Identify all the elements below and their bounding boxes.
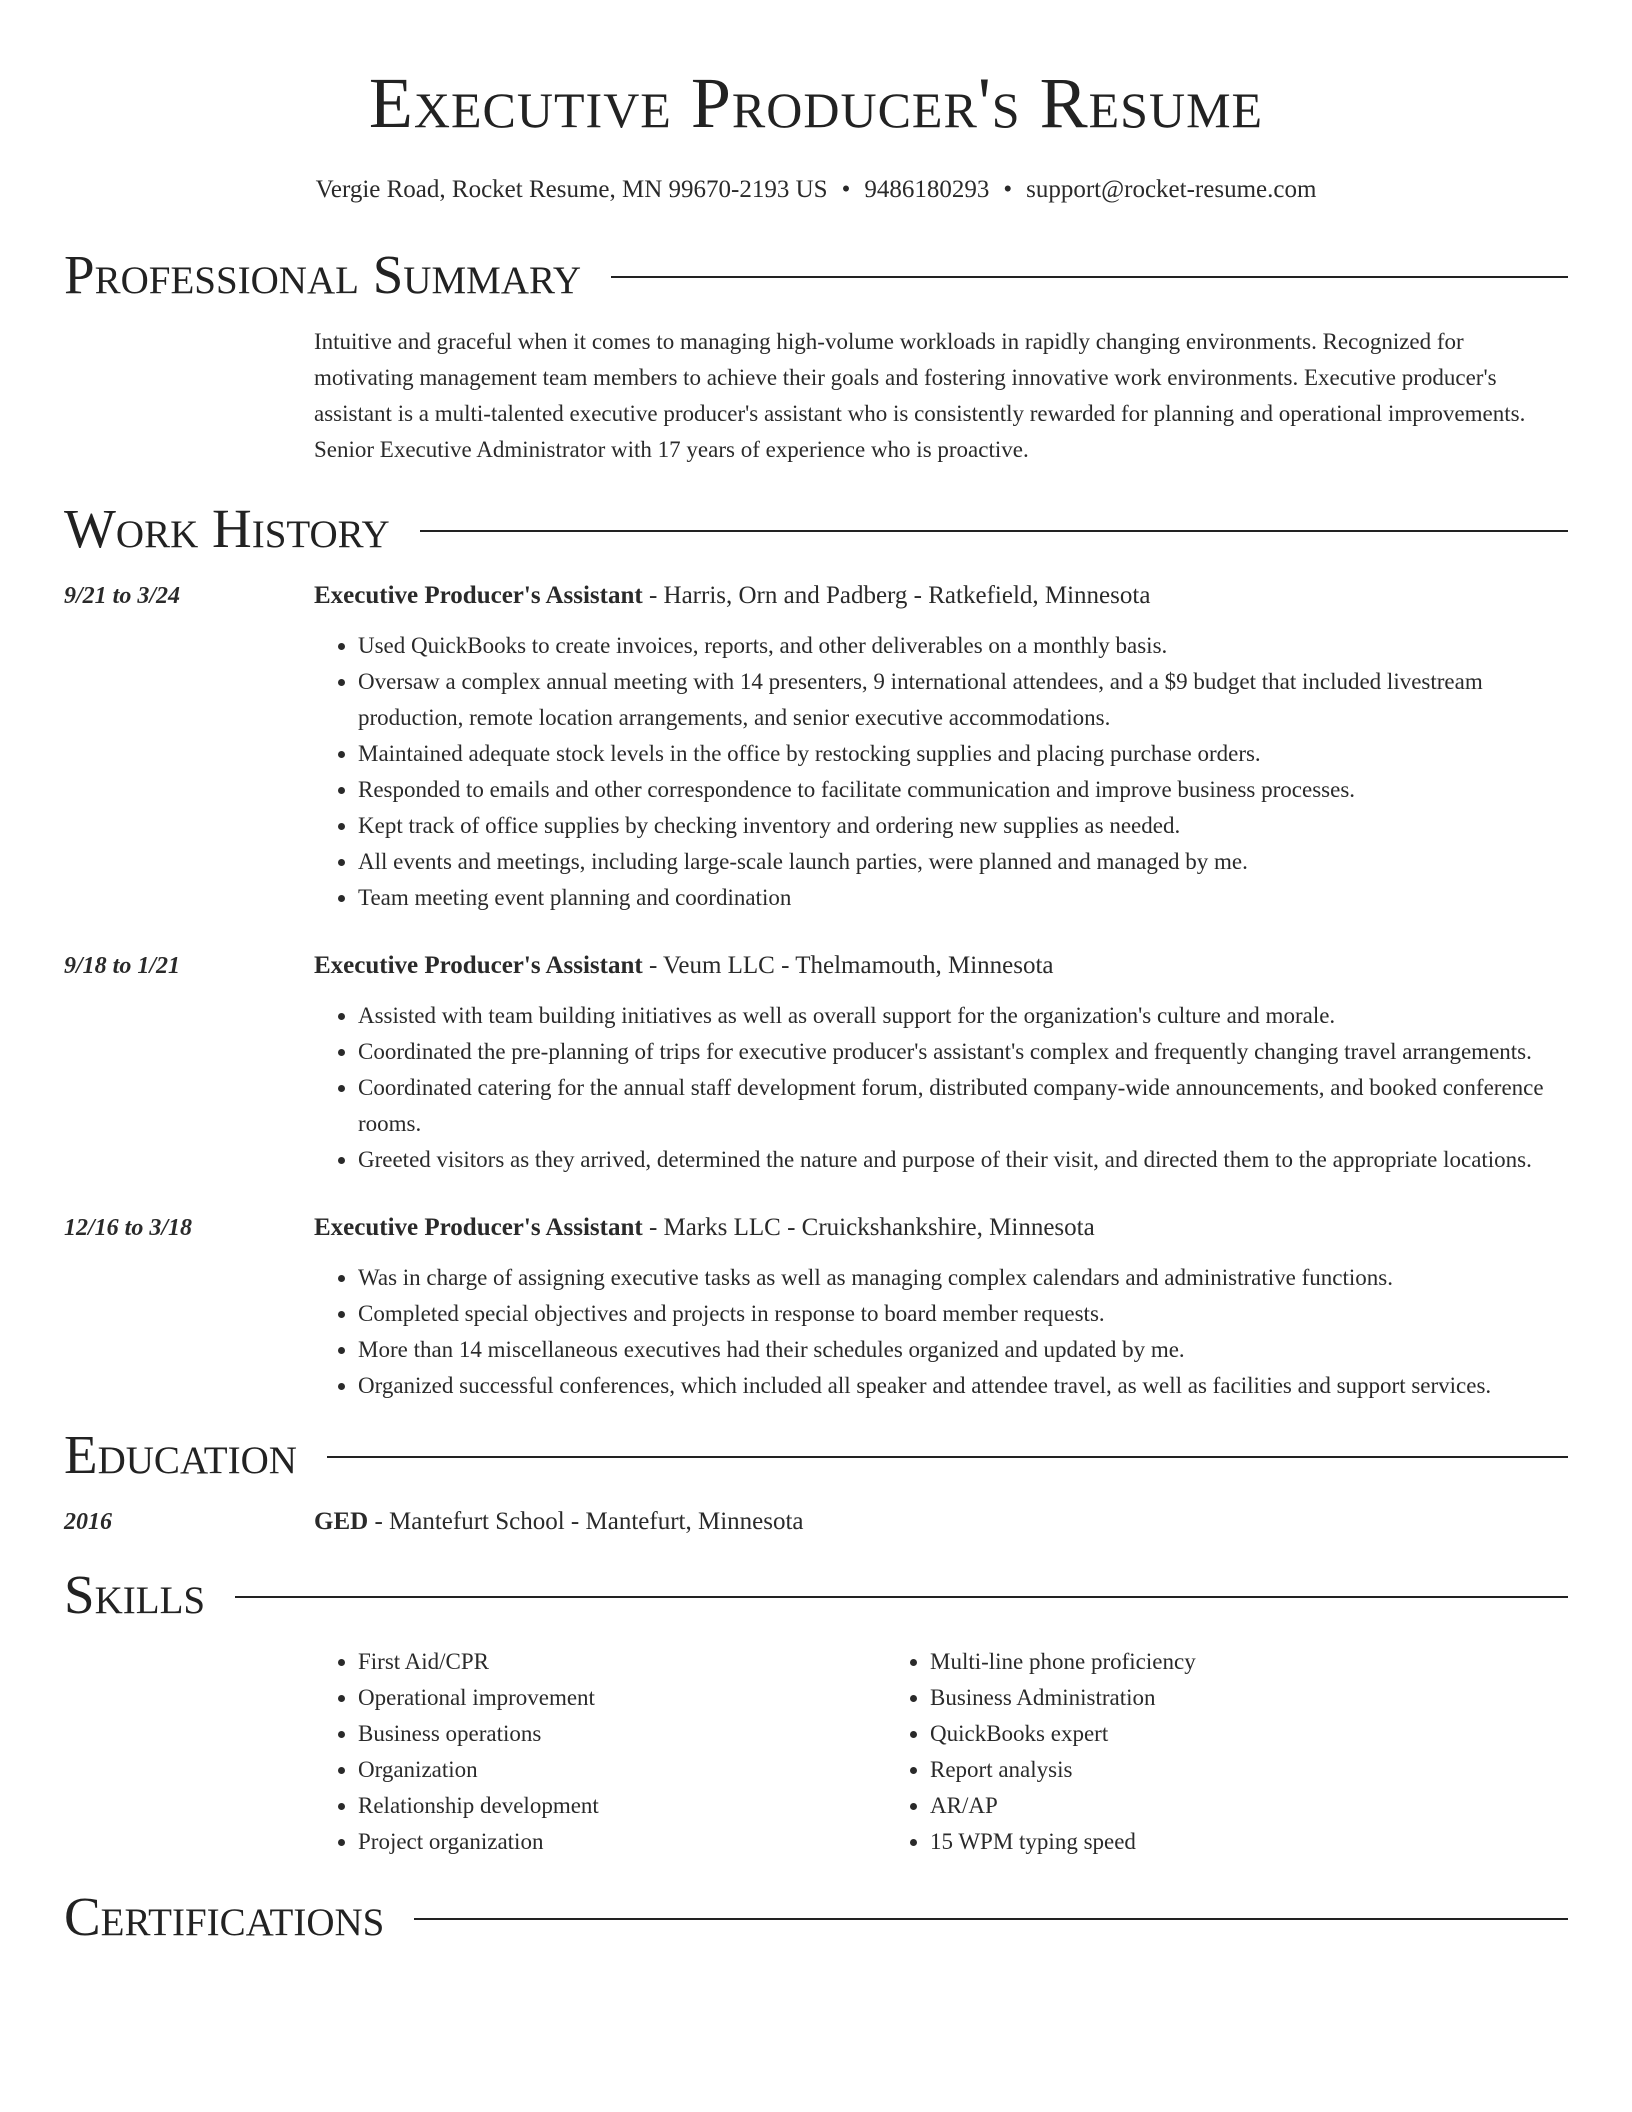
- summary-text: Intuitive and graceful when it comes to managing high-volume workloads in rapidly changing environments. Recognized for motivating management team members to achieve their goals and fostering innovative work environments. Executive producer's assistant is a multi-talented executive producer's assistant who is consistently rewarded for planning and operational improvements. Senior Executive Administrator with 17 years of experience who is proactive.: [314, 329, 1526, 462]
- section-header-certifications: [64, 1886, 1568, 1948]
- skills-list: [314, 1644, 1568, 1860]
- job-heading: [314, 578, 1568, 614]
- skill-item: • Report analysis: [930, 1752, 1458, 1788]
- section-title: Education: [64, 1424, 297, 1485]
- section-title: Skills: [64, 1564, 206, 1625]
- job-heading: [314, 948, 1568, 984]
- job-entry: [64, 578, 1568, 916]
- contact-address: Vergie Road, Rocket Resume, MN 99670-2193 US: [315, 176, 828, 203]
- job-title: Executive Producer's Assistant: [314, 1214, 643, 1241]
- skill-item: • Organization: [358, 1752, 886, 1788]
- job-title: Executive Producer's Assistant: [314, 582, 643, 609]
- section-title: Professional Summary: [64, 244, 582, 305]
- job-date: 9/18 to 1/21: [64, 953, 181, 979]
- section-header-summary: [64, 244, 1568, 306]
- job-heading: [314, 1210, 1568, 1246]
- section-divider: [327, 1456, 1568, 1458]
- skills-column-left: [314, 1644, 886, 1860]
- job-entry: [64, 948, 1568, 1178]
- contact-line: [64, 174, 1568, 206]
- resume-title: Executive Producer's Resume: [368, 63, 1264, 143]
- list-item: • More than 14 miscellaneous executives had their schedules organized and updated by me.: [358, 1332, 1568, 1368]
- job-bullets: [314, 1260, 1568, 1404]
- job-employer: - Harris, Orn and Padberg - Ratkefield, Minnesota: [642, 582, 1151, 609]
- list-item: • Maintained adequate stock levels in the office by restocking supplies and placing purchase orders.: [358, 736, 1568, 772]
- list-item: • Kept track of office supplies by checking inventory and ordering new supplies as needed.: [358, 808, 1568, 844]
- contact-phone: 9486180293: [864, 176, 990, 203]
- section-header-education: [64, 1424, 1568, 1486]
- skill-item: • Business operations: [358, 1716, 886, 1752]
- section-title: Work History: [64, 498, 390, 559]
- education-heading: [314, 1504, 1568, 1540]
- list-item: • Coordinated catering for the annual staff development forum, distributed company-wide announcements, and booked conference rooms.: [358, 1070, 1568, 1142]
- list-item: • Team meeting event planning and coordination: [358, 880, 1568, 916]
- skill-item: • Multi-line phone proficiency: [930, 1644, 1458, 1680]
- contact-email: support@rocket-resume.com: [1026, 176, 1317, 203]
- section-header-work-history: [64, 498, 1568, 560]
- contact-separator: •: [1003, 176, 1013, 203]
- list-item: • Assisted with team building initiatives as well as overall support for the organization's culture and morale.: [358, 998, 1568, 1034]
- list-item: • Coordinated the pre-planning of trips for executive producer's assistant's complex and frequently changing travel arrangements.: [358, 1034, 1568, 1070]
- skill-item: • QuickBooks expert: [930, 1716, 1458, 1752]
- list-item: • Responded to emails and other correspondence to facilitate communication and improve business processes.: [358, 772, 1568, 808]
- job-bullets: [314, 628, 1568, 916]
- list-item: • Greeted visitors as they arrived, determined the nature and purpose of their visit, and directed them to the appropriate locations.: [358, 1142, 1568, 1178]
- skill-item: • AR/AP: [930, 1788, 1458, 1824]
- list-item: • Completed special objectives and projects in response to board member requests.: [358, 1296, 1568, 1332]
- list-item: • Used QuickBooks to create invoices, reports, and other deliverables on a monthly basis.: [358, 628, 1568, 664]
- skill-item: • Relationship development: [358, 1788, 886, 1824]
- job-employer: - Marks LLC - Cruickshankshire, Minnesota: [642, 1214, 1095, 1241]
- education-degree: GED: [314, 1508, 369, 1535]
- section-divider: [414, 1918, 1568, 1920]
- education-date: 2016: [64, 1509, 112, 1535]
- section-title: Certifications: [64, 1886, 385, 1947]
- education-school: - Mantefurt School - Mantefurt, Minnesota: [368, 1508, 804, 1535]
- contact-separator: •: [841, 176, 851, 203]
- job-bullets: [314, 998, 1568, 1178]
- skills-column-right: [886, 1644, 1458, 1860]
- job-date: 12/16 to 3/18: [64, 1215, 193, 1241]
- section-divider: [420, 530, 1568, 532]
- list-item: • Oversaw a complex annual meeting with 14 presenters, 9 international attendees, and a $9 budget that included livestream production, remote location arrangements, and senior executive accommodations.: [358, 664, 1568, 736]
- skill-item: • First Aid/CPR: [358, 1644, 886, 1680]
- list-item: • Organized successful conferences, which included all speaker and attendee travel, as well as facilities and support services.: [358, 1368, 1568, 1404]
- skill-item: • 15 WPM typing speed: [930, 1824, 1458, 1860]
- list-item: • All events and meetings, including large-scale launch parties, were planned and managed by me.: [358, 844, 1568, 880]
- list-item: • Was in charge of assigning executive tasks as well as managing complex calendars and administrative functions.: [358, 1260, 1568, 1296]
- job-title: Executive Producer's Assistant: [314, 952, 643, 979]
- job-entry: [64, 1210, 1568, 1404]
- job-employer: - Veum LLC - Thelmamouth, Minnesota: [642, 952, 1054, 979]
- skill-item: • Business Administration: [930, 1680, 1458, 1716]
- section-divider: [611, 276, 1568, 278]
- education-entry: [64, 1504, 1568, 1540]
- skill-item: • Project organization: [358, 1824, 886, 1860]
- section-divider: [235, 1596, 1568, 1598]
- job-date: 9/21 to 3/24: [64, 583, 181, 609]
- resume-page: [64, 0, 1568, 1948]
- section-header-skills: [64, 1564, 1568, 1626]
- skill-item: • Operational improvement: [358, 1680, 886, 1716]
